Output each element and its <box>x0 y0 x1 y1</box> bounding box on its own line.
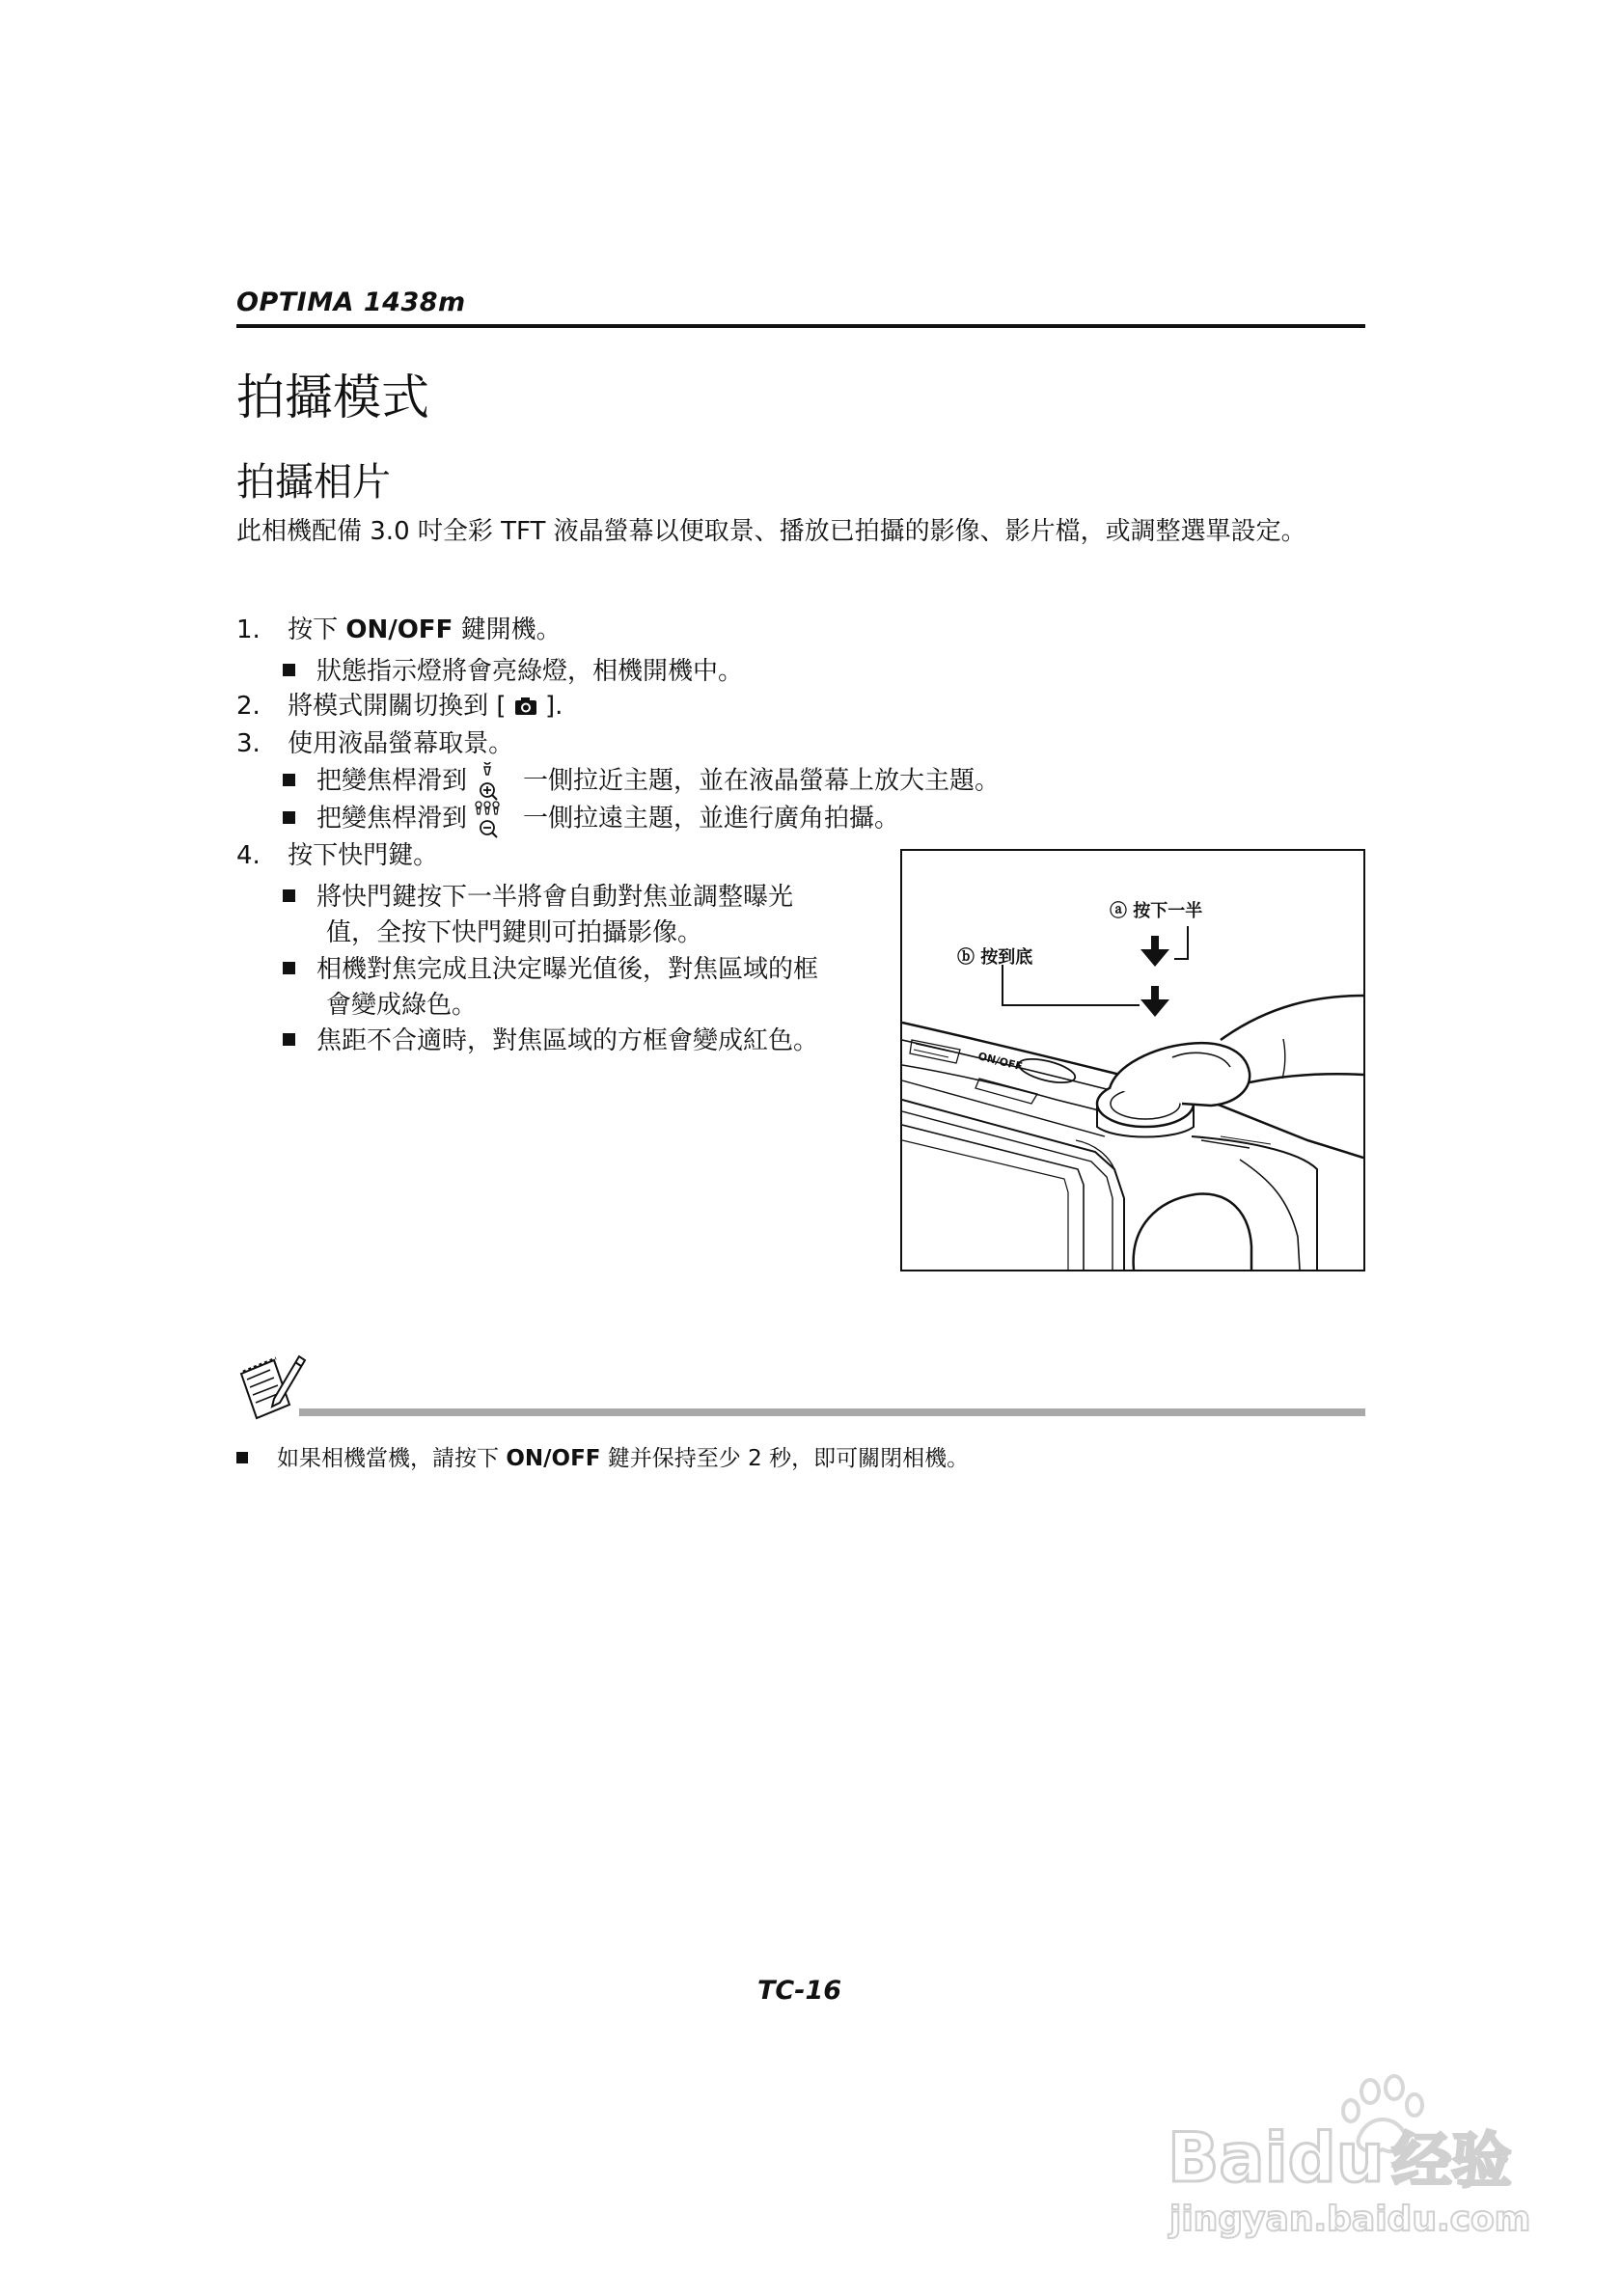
step-4-bullet-focus-green: 相機對焦完成且決定曝光值後，對焦區域的框 <box>283 953 818 986</box>
header-rule <box>236 324 1365 328</box>
step-text: 將模式開關切換到 [ ]. <box>288 692 563 721</box>
square-bullet-icon <box>283 962 295 974</box>
watermark-brand: Baidu 经验 <box>1168 2118 1512 2198</box>
step-4-bullet-focus-red: 焦距不合適時，對焦區域的方框會變成紅色。 <box>283 1025 818 1057</box>
step-3-bullet-zoom-in: 把變焦桿滑到 一側拉近主題，並在液晶螢幕上放大主題。 <box>283 762 1000 801</box>
step-4-bullet-focus-green-cont: 會變成綠色。 <box>326 991 478 1020</box>
label-half-press: ⓐ 按下一半 <box>1110 901 1203 921</box>
step-number: 3. <box>236 729 261 758</box>
camera-onoff-text: ON/OFF <box>976 1050 1024 1074</box>
intro-paragraph: 此相機配備 3.0 吋全彩 TFT 液晶螢幕以便取景、播放已拍攝的影像、影片檔，或調整選單設定。 <box>236 517 1306 546</box>
step-3-bullet-zoom-out: 把變焦桿滑到 一側拉遠主題，並進行廣角拍攝。 <box>283 800 899 838</box>
step-number: 2. <box>236 692 261 721</box>
square-bullet-icon <box>283 889 295 902</box>
watermark-url: jingyan.baidu.com <box>1169 2200 1531 2239</box>
baidu-jingyan-watermark <box>1148 2074 1573 2257</box>
square-bullet-icon <box>283 1033 295 1046</box>
step-4-bullet-half-press: 將快門鍵按下一半將會自動對焦並調整曝光 <box>283 881 793 914</box>
header-model-name: OPTIMA 1438m <box>236 287 466 317</box>
shutter-illustration <box>900 849 1365 1271</box>
zoom-out-wide-icon <box>473 800 502 838</box>
square-bullet-icon <box>283 811 295 824</box>
camera-icon <box>514 697 537 716</box>
page-number: TC-16 <box>757 1976 842 2006</box>
note-divider <box>299 1408 1365 1416</box>
note-text: 如果相機當機，請按下 ON/OFF 鍵并保持至少 2 秒，即可關閉相機。 <box>236 1440 969 1472</box>
note-pad-pencil-icon <box>232 1351 309 1428</box>
page-title: 拍攝模式 <box>236 369 429 425</box>
square-bullet-icon <box>236 1452 248 1463</box>
step-1-bullet: 狀態指示燈將會亮綠燈，相機開機中。 <box>283 655 743 688</box>
step-text: 按下快門鍵。 <box>288 841 439 870</box>
label-full-press: ⓑ 按到底 <box>957 947 1033 968</box>
step-4 <box>236 839 438 872</box>
step-text: 按下 ON/OFF 鍵開機。 <box>288 615 562 644</box>
camera-shutter-drawing <box>902 851 1363 1270</box>
step-4-bullet-half-press-cont: 值，全按下快門鍵則可拍攝影像。 <box>326 918 703 947</box>
step-number: 4. <box>236 841 261 870</box>
step-3 <box>236 727 513 760</box>
step-1 <box>236 614 562 646</box>
section-title: 拍攝相片 <box>236 460 391 505</box>
square-bullet-icon <box>283 774 295 786</box>
square-bullet-icon <box>283 664 295 676</box>
step-2 <box>236 690 563 723</box>
step-number: 1. <box>236 615 261 644</box>
zoom-in-tele-icon <box>473 762 502 801</box>
step-text: 使用液晶螢幕取景。 <box>288 729 514 758</box>
